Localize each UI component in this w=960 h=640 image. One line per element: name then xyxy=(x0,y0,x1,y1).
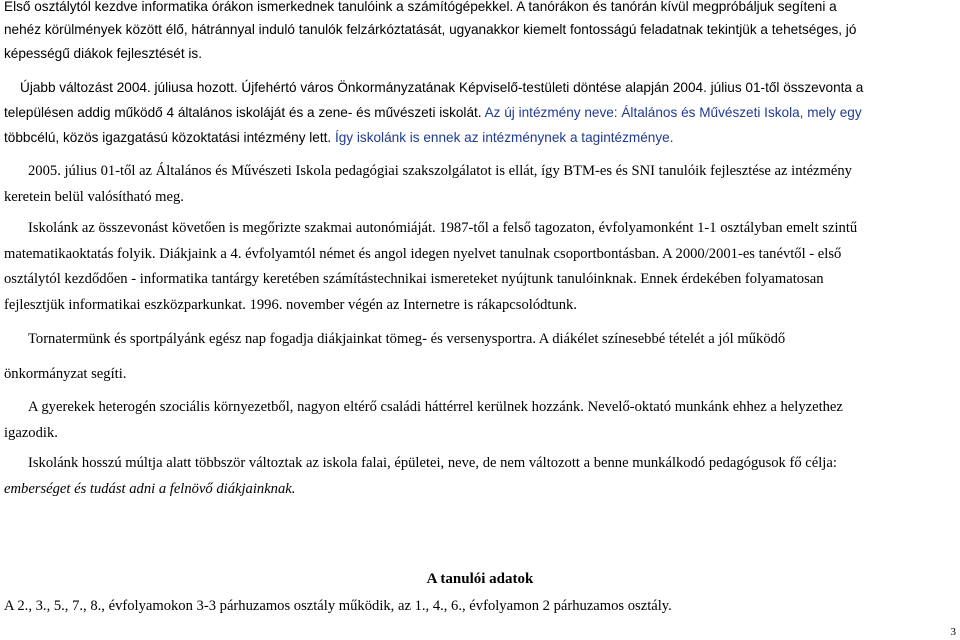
para7-line-2-motto: emberséget és tudást adni a felnövő diákjainknak. xyxy=(4,481,296,497)
para2-line-3-text: többcélú, közös igazgatású közoktatási intézmény lett. xyxy=(4,130,332,145)
para2-line-2 xyxy=(4,104,862,122)
para7-line-1: Iskolánk hosszú múltja alatt többször változtak az iskola falai, épületei, neve, de nem változott a benne munkálkodó pedagógusok fő célja: xyxy=(28,455,837,471)
para4-line-2: matematikaoktatás folyik. Diákjaink a 4. évfolyamtól német és angol idegen nyelvet tanulnak csoportbontásban. A 2000/2001-es tanévtől - első xyxy=(4,246,842,262)
para5-line-1: Tornatermünk és sportpályánk egész nap fogadja diákjainkat tömeg- és versenysportra. A diákélet színesebbé tételét a jól működő xyxy=(28,331,786,347)
para2-line-1: Újabb változást 2004. júliusa hozott. Újfehértó város Önkormányzatának Képviselő-testületi döntése alapján 2004. július 01-től összevonta a xyxy=(20,80,864,95)
para3-line-1: 2005. július 01-től az Általános és Művészeti Iskola pedagógiai szakszolgálatot is ellát, így BTM-es és SNI tanulóik fejlesztése az intézmény xyxy=(28,163,852,179)
para8-line-1: A 2., 3., 5., 7., 8., évfolyamokon 3-3 párhuzamos osztály működik, az 1., 4., 6., évfolyamon 2 párhuzamos osztály. xyxy=(4,598,672,614)
para6-line-1: A gyerekek heterogén szociális környezetből, nagyon eltérő családi háttérrel kerülnek hozzánk. Nevelő-oktató munkánk ehhez a helyzethez xyxy=(28,399,843,415)
para1-line-1: Első osztálytól kezdve informatika órákon ismerkednek tanulóink a számítógépekkel. A tanórákon és tanórán kívül megpróbáljuk segíteni a xyxy=(4,0,837,14)
para4-line-4: fejlesztjük informatikai eszközparkunkat. 1996. november végén az Internetre is rákapcsolódtunk. xyxy=(4,297,578,313)
para6-line-2: igazodik. xyxy=(4,425,58,441)
para2-line-3 xyxy=(4,129,673,147)
section-heading: A tanulói adatok xyxy=(426,571,534,587)
page-number: 3 xyxy=(950,626,956,638)
para4-line-1: Iskolánk az összevonást követően is megőrizte szakmai autonómiáját. 1987-től a felső tagozaton, évfolyamonként 1-1 osztályban emelt szintű xyxy=(28,220,858,236)
para4-line-3: osztálytól kezdődően - informatika tantárgy keretében számítástechnikai ismereteket nyújtunk tanulóinknak. Ennek érdekében folyamatosan xyxy=(4,271,824,287)
para1-line-2: nehéz körülmények között élő, hátránnyal induló tanulók felzárkóztatását, ugyanakkor kiemelt fontosságú feladatnak tekintjük a tehetséges, jó xyxy=(4,22,857,37)
para3-line-2: keretein belül valósítható meg. xyxy=(4,189,184,205)
para2-line-3-highlight: Így iskolánk is ennek az intézménynek a tagintézménye. xyxy=(331,130,674,145)
para5-line-2: önkormányzat segíti. xyxy=(4,366,127,382)
para2-line-2-text: településen addig működő 4 általános iskoláját és a zene- és művészeti iskolát. xyxy=(4,105,482,120)
para2-line-2-highlight: Az új intézmény neve: Általános és Művészeti Iskola, mely egy xyxy=(481,105,862,120)
para1-line-3: képességű diákok fejlesztését is. xyxy=(4,46,202,61)
